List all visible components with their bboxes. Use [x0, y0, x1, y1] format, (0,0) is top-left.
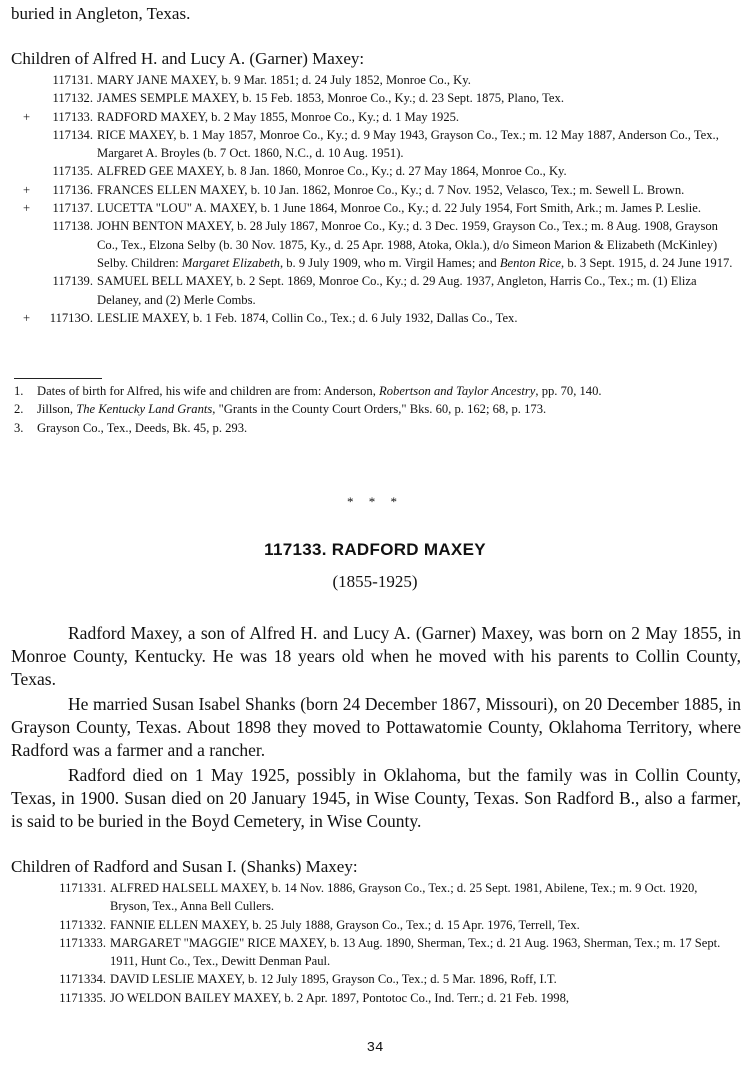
- list-item: [0, 181, 740, 199]
- biography-title: 117133. RADFORD MAXEY: [264, 540, 486, 559]
- child-entry-text: MARGARET "MAGGIE" RICE MAXEY, b. 13 Aug. 1890, Sherman, Tex.; d. 21 Aug. 1963, Sherman, Tex.; m. 17 Sept. 1911, Hunt Co., Tex., Dewitt Denman Paul.: [110, 935, 721, 969]
- child-name-italic: Margaret Elizabeth: [181, 255, 280, 270]
- footnote-text: Dates of birth for Alfred, his wife and children are from: Anderson,: [37, 384, 380, 398]
- footnote-text: , "Grants in the County Court Orders," Bks. 60, p. 162; 68, p. 173.: [212, 402, 547, 417]
- list-item: [0, 916, 740, 934]
- footnote-number: 2.: [14, 402, 24, 417]
- genealogy-number: 117136.: [52, 182, 93, 197]
- list-item: [0, 934, 740, 971]
- list-item: [0, 879, 740, 916]
- child-entry-text: ALFRED GEE MAXEY, b. 8 Jan. 1860, Monroe Co., Ky.; d. 27 May 1864, Monroe Co., Ky.: [97, 164, 567, 179]
- children-list-radford: [0, 879, 740, 1007]
- footnotes: [0, 382, 737, 437]
- footnote-text: Jillson,: [37, 402, 77, 417]
- genealogy-number: 1171334.: [59, 972, 106, 987]
- genealogy-number: 117137.: [52, 201, 93, 216]
- biography-paragraph: Radford died on 1 May 1925, possibly in Oklahoma, but the family was in Collin County, Texas, in 1900. Susan died on 20 January 1945, in Wise County, Texas. Son Radford B., also a farmer, is said to be buried in the Boyd Cemetery, in Wise County.: [11, 765, 741, 831]
- footnote-title: Robertson and Taylor Ancestry: [379, 384, 536, 398]
- children-heading-alfred: Children of Alfred H. and Lucy A. (Garner) Maxey:: [11, 49, 365, 68]
- child-entry-text: JO WELDON BAILEY MAXEY, b. 2 Apr. 1897, Pontotoc Co., Ind. Terr.; d. 21 Feb. 1998,: [110, 990, 570, 1005]
- genealogy-number: 117135.: [52, 164, 93, 179]
- child-entry-text: , b. 3 Sept. 1915, d. 24 June 1917.: [561, 255, 733, 270]
- descendant-marker: +: [23, 201, 31, 216]
- list-item: [0, 89, 740, 107]
- footnote: [0, 400, 737, 418]
- page-number: 34: [366, 1040, 384, 1056]
- footnote-title: The Kentucky Land Grants: [76, 402, 213, 417]
- intro-text: buried in Angleton, Texas.: [11, 4, 191, 23]
- child-entry-text: LESLIE MAXEY, b. 1 Feb. 1874, Collin Co., Tex.; d. 6 July 1932, Dallas Co., Tex.: [97, 310, 518, 325]
- child-entry-text: SAMUEL BELL MAXEY, b. 2 Sept. 1869, Monroe Co., Ky.; d. 29 Aug. 1937, Angleton, Harris Co., Tex.; m. (1) Eliza Delaney, and (2) Merle Combs.: [97, 274, 697, 307]
- child-entry-text: RICE MAXEY, b. 1 May 1857, Monroe Co., Ky.; d. 9 May 1943, Grayson Co., Tex.; m. 12 May 1887, Anderson Co., Tex., Margaret A. Broyles (b. 7 Oct. 1860, N.C., d. 10 Aug. 1951).: [97, 127, 719, 161]
- footnote-rule: [14, 378, 102, 379]
- descendant-marker: +: [23, 182, 31, 197]
- list-item: [0, 162, 740, 180]
- genealogy-number: 1171332.: [59, 917, 106, 932]
- child-entry-text: ALFRED HALSELL MAXEY, b. 14 Nov. 1886, Grayson Co., Tex.; d. 25 Sept. 1981, Abilene, Tex.; m. 9 Oct. 1920, Bryson, Tex., Anna Bell Cullers.: [110, 881, 698, 914]
- list-item: [0, 309, 740, 327]
- biography-paragraph: Radford Maxey, a son of Alfred H. and Lucy A. (Garner) Maxey, was born on 2 May 1855, in Monroe County, Kentucky. He was 18 years old when he moved with his parents to Collin County, Texas.: [11, 623, 741, 689]
- children-list-alfred: [0, 71, 740, 327]
- footnote-number: 3.: [14, 420, 24, 435]
- footnote-number: 1.: [14, 384, 24, 398]
- section-separator: * * *: [347, 494, 403, 509]
- genealogy-number: 117139.: [52, 274, 93, 289]
- biography-dates: (1855-1925): [332, 572, 418, 591]
- child-entry-text: , b. 9 July 1909, who m. Virgil Hames; and: [279, 255, 500, 270]
- list-item: [0, 272, 740, 309]
- child-name-italic: Benton Rice: [499, 255, 562, 270]
- descendant-marker: +: [23, 109, 31, 124]
- list-item: [0, 126, 740, 163]
- genealogy-number: 1171331.: [59, 881, 106, 895]
- child-entry-text: MARY JANE MAXEY, b. 9 Mar. 1851; d. 24 July 1852, Monroe Co., Ky.: [97, 73, 471, 87]
- list-item: [0, 217, 740, 272]
- footnote: [0, 419, 737, 437]
- genealogy-number: 117134.: [52, 127, 93, 142]
- genealogy-number: 117131.: [52, 73, 93, 87]
- genealogy-number: 1171333.: [59, 935, 106, 950]
- list-item: [0, 71, 740, 89]
- list-item: [0, 108, 740, 126]
- list-item: [0, 970, 740, 988]
- biography-paragraph: He married Susan Isabel Shanks (born 24 December 1867, Missouri), on 20 December 1885, in Grayson County, Texas. About 1898 they moved to Pottawatomie County, Oklahoma Territory, where Radford was a farmer and a rancher.: [11, 694, 741, 760]
- genealogy-number: 11713O.: [49, 310, 93, 325]
- list-item: [0, 199, 740, 217]
- genealogy-number: 1171335.: [59, 990, 106, 1005]
- genealogy-number: 117138.: [52, 219, 93, 234]
- descendant-marker: +: [23, 310, 31, 325]
- child-entry-text: FRANCES ELLEN MAXEY, b. 10 Jan. 1862, Monroe Co., Ky.; d. 7 Nov. 1952, Velasco, Tex.; m. Sewell L. Brown.: [97, 182, 685, 197]
- footnote-text: , pp. 70, 140.: [535, 384, 602, 398]
- child-entry-text: DAVID LESLIE MAXEY, b. 12 July 1895, Grayson Co., Tex.; d. 5 Mar. 1896, Roff, I.T.: [110, 972, 557, 987]
- footnote-text: Grayson Co., Tex., Deeds, Bk. 45, p. 293.: [37, 420, 248, 435]
- child-entry-text: FANNIE ELLEN MAXEY, b. 25 July 1888, Grayson Co., Tex.; d. 15 Apr. 1976, Terrell, Tex.: [110, 917, 580, 932]
- child-entry-text: JAMES SEMPLE MAXEY, b. 15 Feb. 1853, Monroe Co., Ky.; d. 23 Sept. 1875, Plano, Tex.: [97, 91, 564, 106]
- list-item: [0, 989, 740, 1007]
- child-entry-text: JOHN BENTON MAXEY, b. 28 July 1867, Monroe Co., Ky.; d. 3 Dec. 1959, Grayson Co., Tex.; m. 8 Aug. 1908, Grayson Co., Tex., Elzona Selby (b. 30 Nov. 1875, Ky., d. 25 Apr. 1988, Atoka, Okla.), d/o Simeon Marion & Elizabeth (McKinley) Selby. Children:: [97, 219, 718, 270]
- children-heading-radford: Children of Radford and Susan I. (Shanks) Maxey:: [11, 857, 358, 876]
- genealogy-number: 117133.: [52, 109, 93, 124]
- child-entry-text: RADFORD MAXEY, b. 2 May 1855, Monroe Co., Ky.; d. 1 May 1925.: [97, 109, 460, 124]
- child-entry-text: LUCETTA "LOU" A. MAXEY, b. 1 June 1864, Monroe Co., Ky.; d. 22 July 1954, Fort Smith, Ark.; m. James P. Leslie.: [97, 201, 701, 216]
- footnote: [0, 382, 737, 400]
- genealogy-number: 117132.: [52, 91, 93, 106]
